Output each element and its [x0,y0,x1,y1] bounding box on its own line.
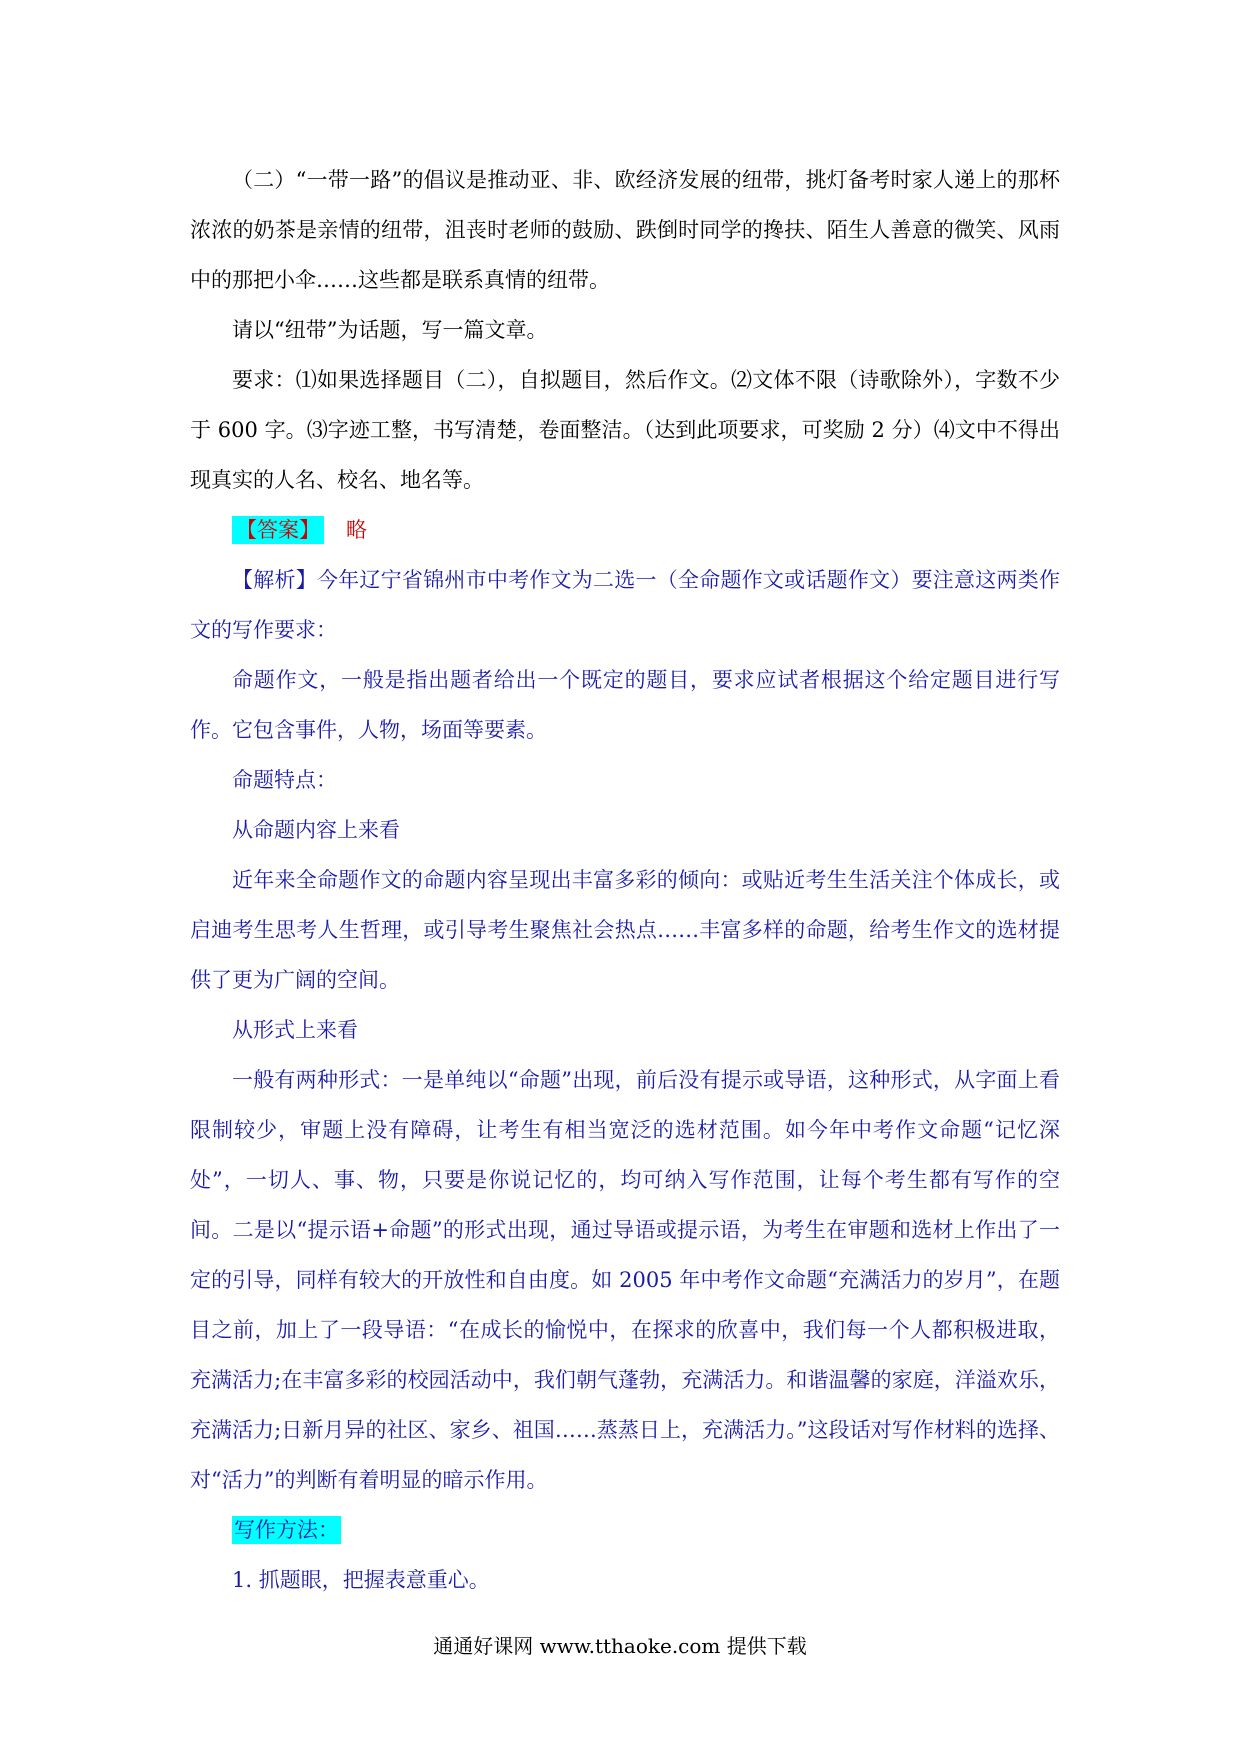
document-body [190,155,1060,1605]
method-heading: 写作方法： [234,1518,339,1542]
answer-line [190,505,1060,555]
analysis-lead: 【解析】今年辽宁省锦州市中考作文为二选一（全命题作文或话题作文）要注意这两类作文的写作要求： [190,568,1060,642]
analysis-paragraph-5: 从形式上来看 [232,1018,358,1042]
question-paragraph-1: （二）“一带一路”的倡议是推动亚、非、欧经济发展的纽带，挑灯备考时家人递上的那杯浓浓的奶茶是亲情的纽带，沮丧时老师的鼓励、跌倒时同学的搀扶、陌生人善意的微笑、风雨中的那把小伞……这些都是联系真情的纽带。 [190,168,1060,292]
method-heading-line [190,1505,1060,1555]
question-paragraph-2: 请以“纽带”为话题，写一篇文章。 [232,318,548,342]
answer-tag: 【答案】 [232,516,324,544]
analysis-paragraph-2: 命题特点： [232,768,337,792]
page-footer: 通通好课网 www.tthaoke.com 提供下载 [433,1634,807,1658]
analysis-paragraph-4: 近年来全命题作文的命题内容呈现出丰富多彩的倾向：或贴近考生生活关注个体成长，或启迪考生思考人生哲理，或引导考生聚焦社会热点……丰富多样的命题，给考生作文的选材提供了更为广阔的空间。 [190,868,1060,992]
analysis-paragraph-6: 一般有两种形式：一是单纯以“命题”出现，前后没有提示或导语，这种形式，从字面上看限制较少，审题上没有障碍，让考生有相当宽泛的选材范围。如今年中考作文命题“记忆深处”，一切人、事、物，只要是你说记忆的，均可纳入写作范围，让每个考生都有写作的空间。二是以“提示语+命题”的形式出现，通过导语或提示语，为考生在审题和选材上作出了一定的引导，同样有较大的开放性和自由度。如 2005 年中考作文命题“充满活力的岁月”，在题目之前，加上了一段导语：“在成长的愉悦中，在探求的欣喜中，我们每一个人都积极进取，充满活力;在丰富多彩的校园活动中，我们朝气蓬勃，充满活力。和谐温馨的家庭，洋溢欢乐，充满活力;日新月异的社区、家乡、祖国……蒸蒸日上，充满活力。”这段话对写作材料的选择、对“活力”的判断有着明显的暗示作用。 [190,1068,1060,1492]
question-requirements: 要求：⑴如果选择题目（二），自拟题目，然后作文。⑵文体不限（诗歌除外），字数不少于 600 字。⑶字迹工整，书写清楚，卷面整洁。（达到此项要求，可奖励 2 分）⑷文中不得出现真实的人名、校名、地名等。 [190,368,1060,492]
analysis-paragraph-1: 命题作文，一般是指出题者给出一个既定的题目，要求应试者根据这个给定题目进行写作。它包含事件，人物，场面等要素。 [190,668,1060,742]
method-item-1: 1. 抓题眼，把握表意重心。 [232,1568,490,1592]
answer-text: 略 [346,518,367,542]
analysis-paragraph-3: 从命题内容上来看 [232,818,400,842]
